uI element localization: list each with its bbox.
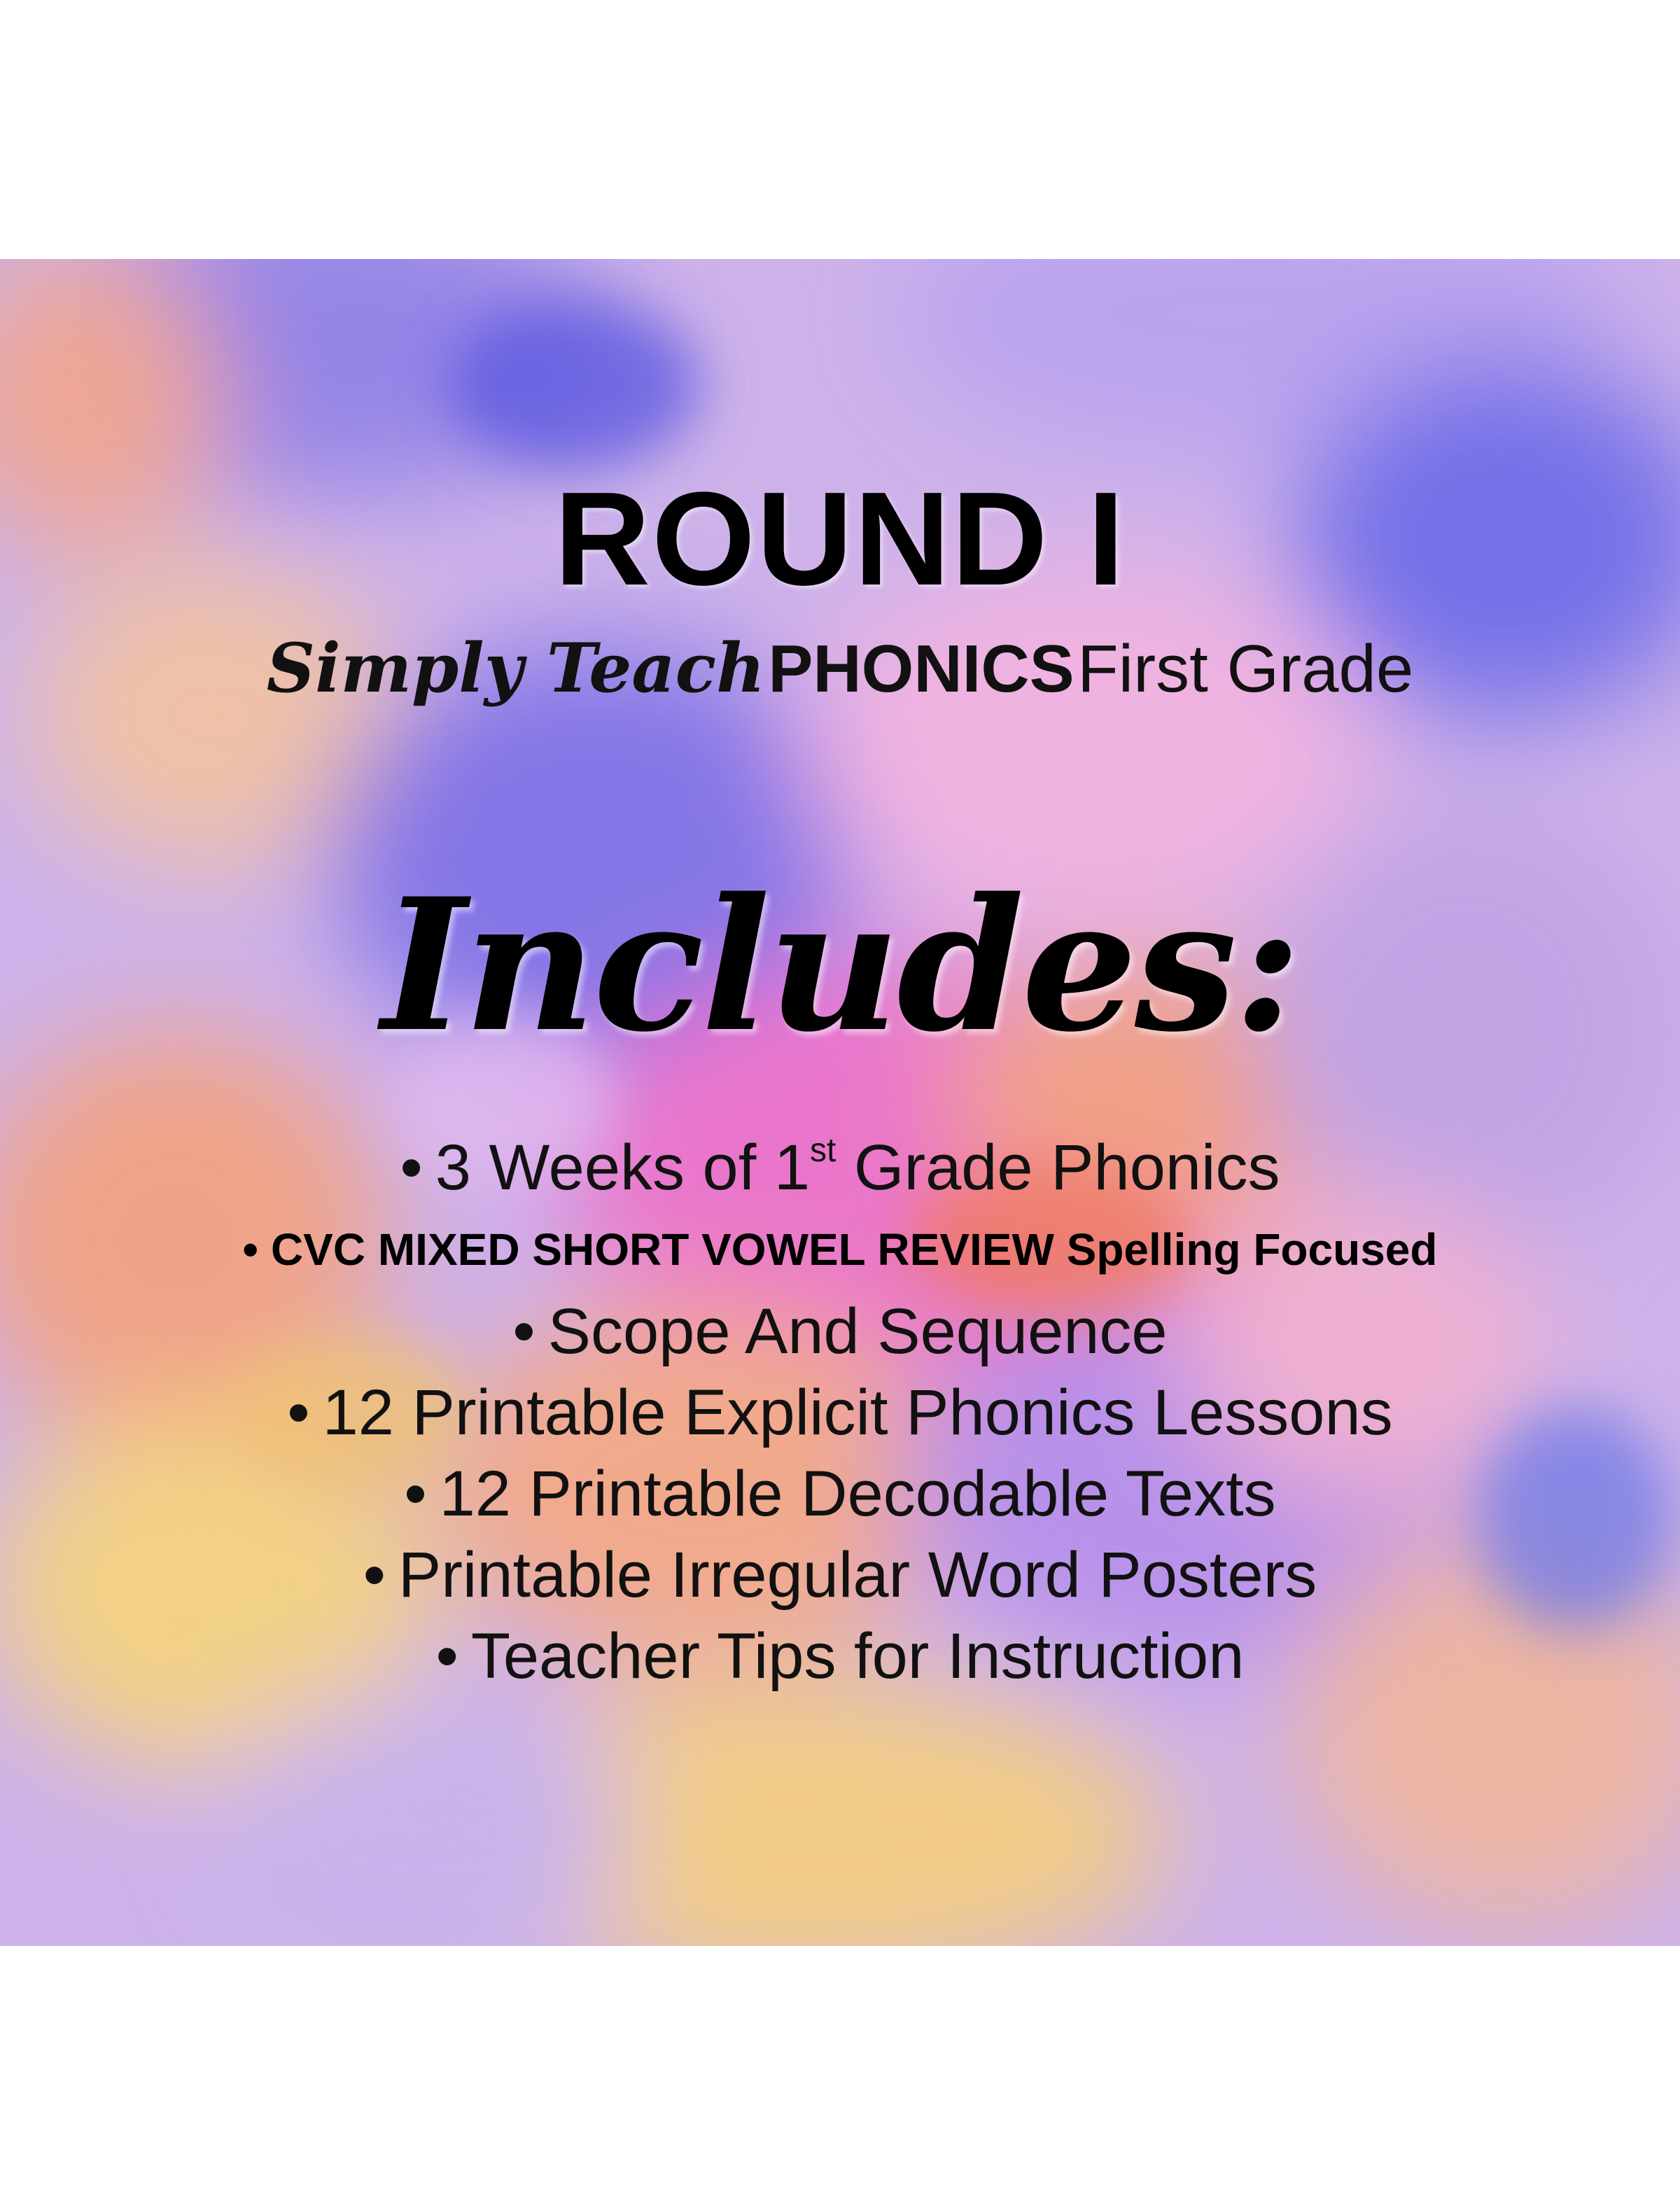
list-item (0, 1208, 1680, 1291)
list-item (0, 1291, 1680, 1372)
round-title: ROUND I (554, 465, 1126, 613)
bullet-icon: • (400, 1132, 423, 1203)
list-item-text: Grade Phonics (836, 1132, 1280, 1203)
bullet-icon: • (512, 1296, 536, 1367)
list-item-text: Printable Irregular Word Posters (398, 1539, 1317, 1611)
bullet-icon: • (287, 1377, 310, 1448)
product-subtitle (0, 623, 1680, 734)
subtitle-grade: First Grade (1077, 631, 1414, 706)
list-item-text: 12 Printable Decodable Texts (439, 1458, 1276, 1530)
list-item-text: Scope And Sequence (547, 1296, 1168, 1367)
list-item-text: Teacher Tips for Instruction (470, 1620, 1245, 1692)
list-item (0, 1372, 1680, 1453)
list-item (0, 1616, 1680, 1697)
cover-content (0, 259, 1680, 1946)
subtitle-script-brand: Simply Teach (266, 629, 765, 708)
list-item (0, 1453, 1680, 1534)
list-item-text: CVC MIXED SHORT VOWEL REVIEW Spelling Focused (270, 1224, 1438, 1275)
bullet-icon: • (242, 1224, 258, 1275)
includes-heading: Includes: (381, 859, 1299, 1072)
list-item-text: 3 Weeks of 1 (435, 1132, 810, 1203)
ordinal-suffix: st (810, 1132, 836, 1169)
subtitle-phonics: PHONICS (768, 631, 1074, 706)
list-item (0, 1127, 1680, 1208)
cover-artwork (0, 259, 1680, 1946)
list-item-text: 12 Printable Explicit Phonics Lessons (322, 1377, 1393, 1448)
bullet-icon: • (363, 1539, 386, 1611)
includes-list (0, 1127, 1680, 1697)
list-item (0, 1534, 1680, 1616)
bullet-icon: • (404, 1458, 427, 1530)
bullet-icon: • (435, 1620, 458, 1692)
